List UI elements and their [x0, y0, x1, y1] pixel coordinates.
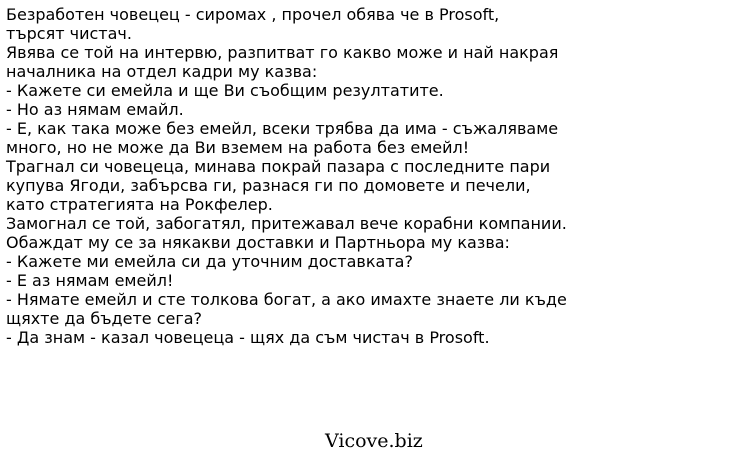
joke-line: - Да знам - казал човецеца - щях да съм чистач в Prosoft. [6, 328, 490, 347]
joke-text [6, 5, 748, 347]
site-watermark: Vicove.biz [325, 430, 423, 452]
joke-line: началника на отдел кадри му казва: [6, 62, 318, 81]
joke-line: - Кажете си емейла и ще Ви съобщим резултатите. [6, 81, 444, 100]
joke-line: купува Ягоди, забърсва ги, разнася ги по домовете и печели, [6, 176, 531, 195]
joke-line: - Е аз нямам емейл! [6, 271, 174, 290]
joke-line: търсят чистач. [6, 24, 132, 43]
joke-line: - Нямате емейл и сте толкова богат, а ако имахте знаете ли къде [6, 290, 567, 309]
joke-line: - Кажете ми емейла си да уточним доставката? [6, 252, 413, 271]
joke-line: Обаждат му се за някакви доставки и Партньора му казва: [6, 233, 510, 252]
joke-line: - Но аз нямам емайл. [6, 100, 184, 119]
joke-line: Явява се той на интервю, разпитват го какво може и най накрая [6, 43, 559, 62]
joke-line: щяхте да бъдете сега? [6, 309, 203, 328]
joke-line: Безработен човецец - сиромах , прочел обява че в Prosoft, [6, 5, 500, 24]
joke-line: Трагнал си човецеца, минава покрай пазара с последните пари [6, 157, 551, 176]
joke-line: като стратегията на Рокфелер. [6, 195, 273, 214]
joke-line: Замогнал се той, забогатял, притежавал вече корабни компании. [6, 214, 567, 233]
joke-line: - Е, как така може без емейл, всеки трябва да има - съжаляваме [6, 119, 559, 138]
joke-line: много, но не може да Ви вземем на работа без емейл! [6, 138, 470, 157]
